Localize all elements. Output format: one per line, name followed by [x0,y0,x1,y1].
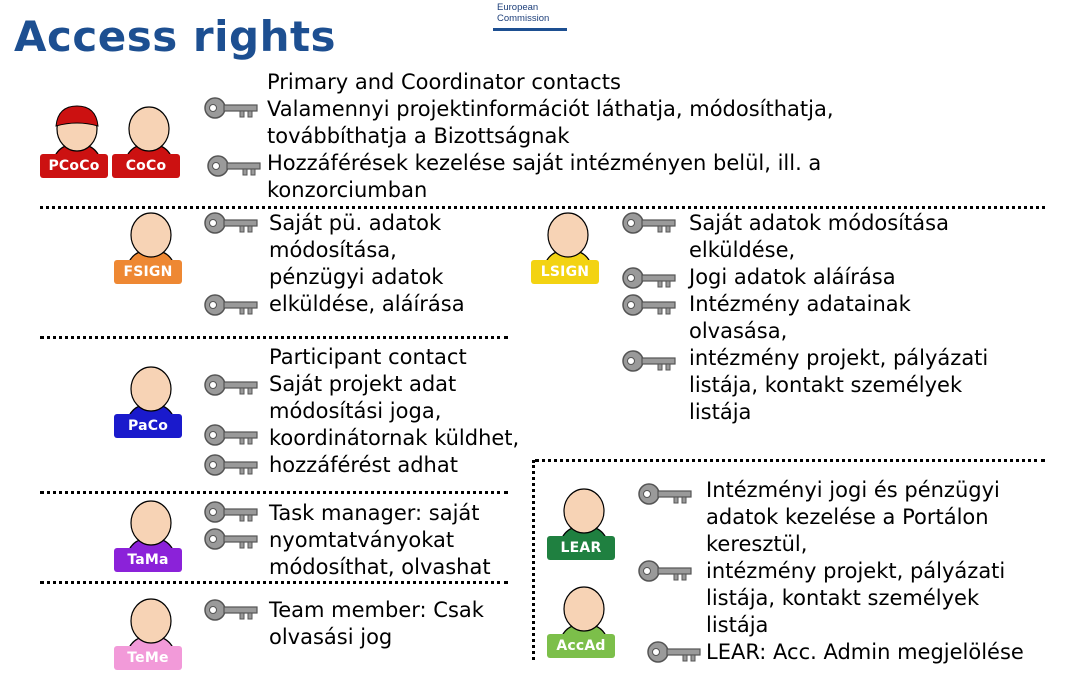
text-line: hozzáférést adhat [269,453,458,477]
key-icon [621,292,677,318]
page-title: Access rights [14,12,337,61]
key-icon [203,499,259,525]
logo-line-1: European [497,2,539,13]
text-line: keresztül, [706,532,808,556]
key-icon [203,95,259,121]
paco-rights-text [269,344,519,479]
text-line: koordinátornak küldhet, [269,426,520,450]
key-icon [203,526,259,552]
role-badge-lear: LEAR [547,536,615,560]
logo-line-2: Commission [497,13,550,24]
role-badge-lsign: LSIGN [531,260,599,284]
person-coco [116,102,182,182]
role-badge-pcoco: PCoCo [40,154,108,178]
text-line: nyomtatványokat [269,528,455,552]
coordinator-rights-text [267,69,834,204]
key-icon [621,210,677,236]
person-accad [551,582,617,662]
separator-lear-top [535,459,1045,462]
text-line: Saját adatok módosítása [689,211,949,235]
separator-lear-left [532,460,535,660]
key-icon [637,558,693,584]
key-icon [621,348,677,374]
fsign-rights-text [269,210,465,318]
person-lear [551,484,617,564]
person-paco [118,362,184,442]
key-icon [206,153,262,179]
key-icon [621,265,677,291]
text-line: Saját pü. adatok [269,211,442,235]
lear-rights-text [706,477,1024,666]
text-line: listája [706,613,769,637]
text-line: Team member: Csak [269,598,484,622]
person-lsign [535,208,601,288]
key-icon [637,481,693,507]
text-line: olvasása, [689,319,788,343]
separator-paco [40,491,508,494]
key-icon [203,210,259,236]
role-badge-coco: CoCo [112,154,180,178]
person-fsign [118,208,184,288]
key-icon [203,372,259,398]
text-line: adatok kezelése a Portálon [706,505,989,529]
role-badge-tama: TaMa [114,548,182,572]
text-line: elküldése, aláírása [269,292,465,316]
role-badge-fsign: FSIGN [114,260,182,284]
key-icon [203,292,259,318]
text-line: LEAR: Acc. Admin megjelölése [706,640,1024,664]
text-line: listája, kontakt személyek [689,373,963,397]
text-line: konzorciumban [267,178,428,202]
text-line: Participant contact [269,345,467,369]
european-commission-logo [497,2,549,24]
text-line: listája [689,400,752,424]
person-pcoco [44,102,110,182]
text-line: intézmény projekt, pályázati [706,559,1006,583]
key-icon [203,422,259,448]
role-badge-paco: PaCo [114,414,182,438]
text-line: Hozzáférések kezelése saját intézményen belül, ill. a [267,151,822,175]
text-line: listája, kontakt személyek [706,586,980,610]
lsign-rights-text [689,210,988,426]
person-teme [118,594,184,674]
role-badge-accad: AccAd [547,634,615,658]
text-line: Intézményi jogi és pénzügyi [706,478,1000,502]
text-line: módosíthat, olvashat [269,555,491,579]
person-tama [118,496,184,576]
text-line: Valamennyi projektinformációt láthatja, módosíthatja, [267,97,834,121]
text-line: elküldése, [689,238,796,262]
tama-rights-text [269,500,491,581]
text-line: Task manager: saját [269,501,480,525]
text-line: Intézmény adatainak [689,292,911,316]
text-line: pénzügyi adatok [269,265,444,289]
text-line: módosítása, [269,238,397,262]
role-badge-teme: TeMe [114,646,182,670]
teme-rights-text [269,597,484,651]
separator-tama [40,581,508,584]
text-line: olvasási jog [269,625,393,649]
key-icon [203,597,259,623]
text-line: Saját projekt adat [269,372,457,396]
text-line: Jogi adatok aláírása [689,265,896,289]
separator-fsign [40,336,508,339]
logo-underline [493,28,567,31]
key-icon [646,639,702,665]
text-line: módosítási joga, [269,399,442,423]
text-line: Primary and Coordinator contacts [267,70,621,94]
text-line: továbbíthatja a Bizottságnak [267,124,570,148]
text-line: intézmény projekt, pályázati [689,346,989,370]
key-icon [203,452,259,478]
